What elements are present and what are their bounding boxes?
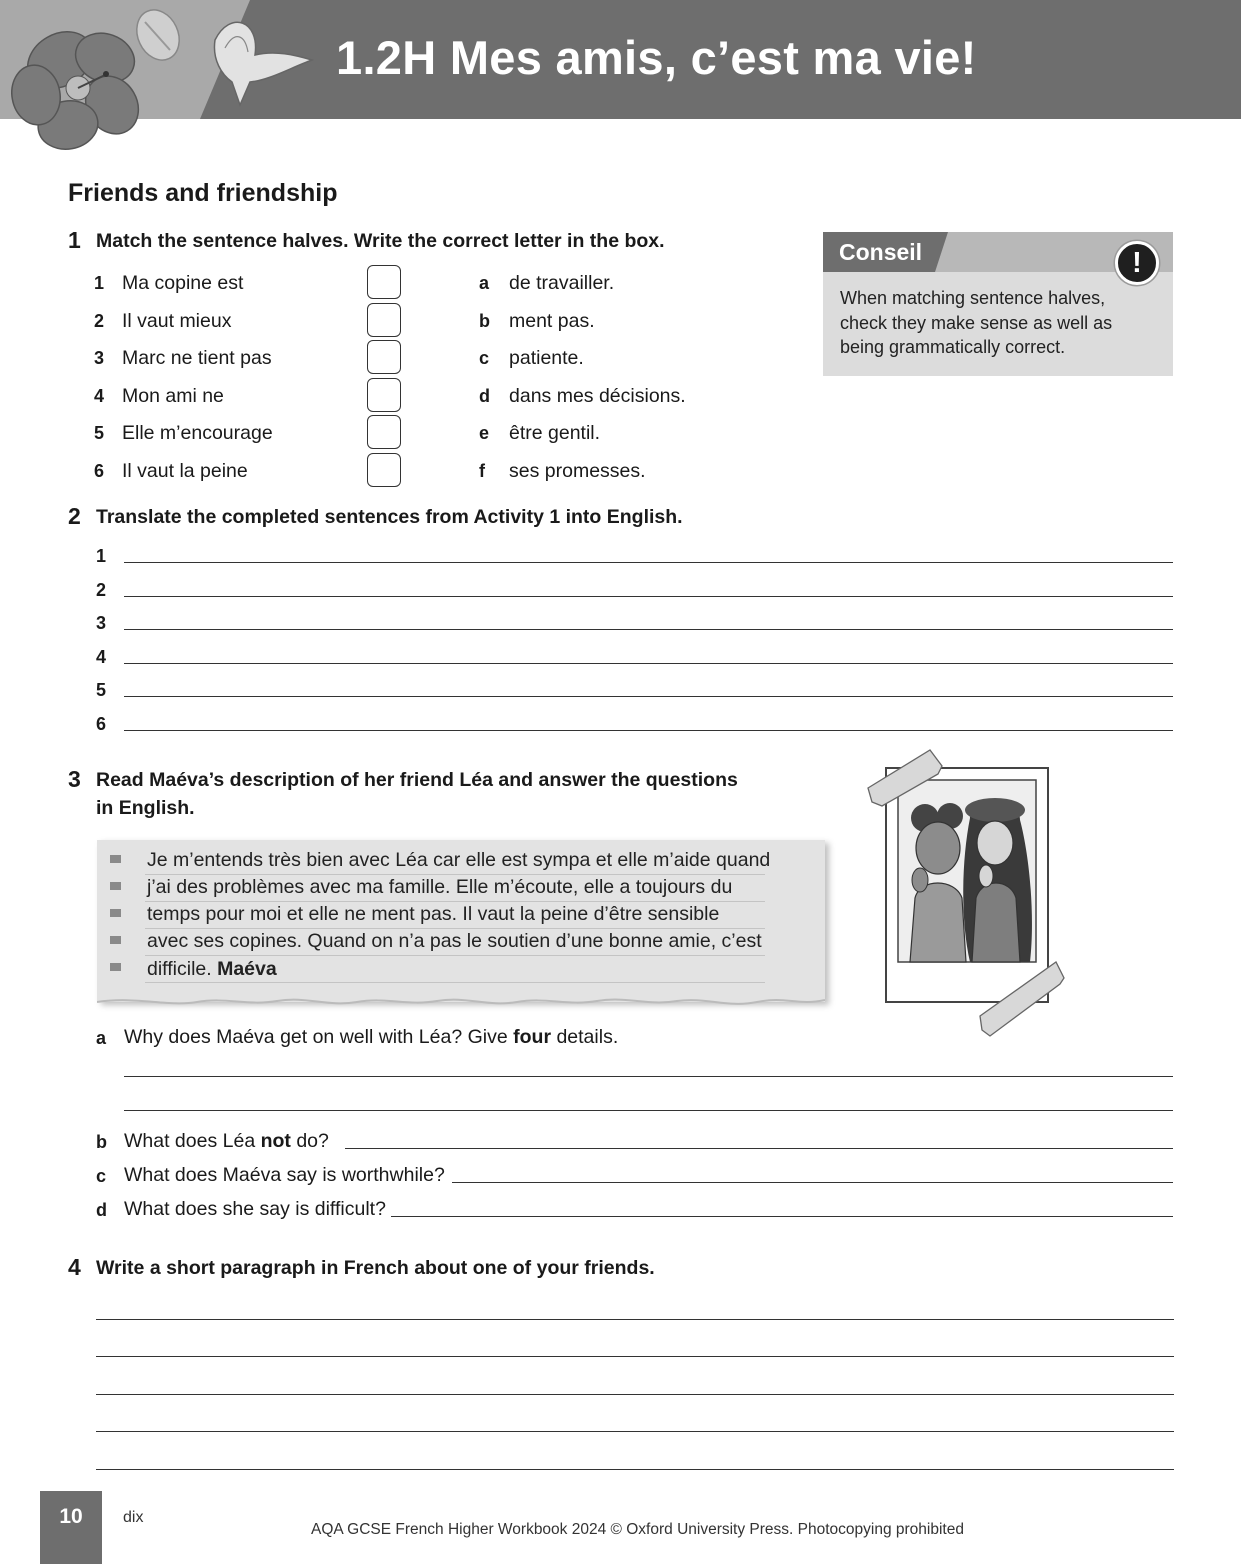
match-right-letter: a [479, 273, 490, 293]
match-left-number: 2 [94, 310, 105, 331]
answer-line-d[interactable] [391, 1216, 1173, 1217]
reading-last-line [147, 958, 277, 981]
translation-line-number: 4 [96, 646, 107, 667]
match-left-text: Mon ami ne [122, 384, 224, 407]
match-left-number: 5 [94, 423, 105, 444]
question-c-letter: c [96, 1166, 107, 1186]
answer-box[interactable] [367, 378, 401, 412]
answer-line-b[interactable] [345, 1148, 1173, 1149]
question-d-letter: d [96, 1200, 107, 1220]
match-right-text: patiente. [509, 347, 584, 370]
answer-box[interactable] [367, 415, 401, 449]
question-b-part: do? [290, 1130, 329, 1152]
translation-line[interactable] [124, 596, 1173, 597]
question-a-text [124, 1026, 618, 1049]
question-c-text: What does Maéva say is worthwhile? [124, 1164, 445, 1186]
answer-box[interactable] [367, 303, 401, 337]
question-a-part: details. [551, 1026, 619, 1048]
question-b-letter: b [96, 1132, 107, 1152]
tip-box [823, 232, 1173, 376]
match-right-text: ses promesses. [509, 460, 646, 482]
bullet-icon [110, 882, 121, 890]
question-b-bold: not [260, 1130, 291, 1152]
writing-line[interactable] [96, 1431, 1174, 1432]
question-b-text [124, 1130, 329, 1153]
reading-signature: Maéva [217, 958, 277, 980]
writing-line[interactable] [96, 1356, 1174, 1357]
question-a-letter: a [96, 1028, 107, 1048]
exclamation-icon: ! [1115, 241, 1159, 285]
reading-line: Je m’entends très bien avec Léa car elle est sympa et elle m’aide quand [147, 849, 771, 871]
reading-rule [145, 955, 765, 956]
match-left-number: 6 [94, 461, 105, 481]
reading-rule [145, 901, 765, 902]
match-right-letter: e [479, 423, 490, 444]
match-right-letter: c [479, 348, 490, 369]
reading-line-text: difficile. [147, 958, 212, 980]
answer-box[interactable] [367, 453, 401, 487]
reading-line: avec ses copines. Quand on n’a pas le soutien d’une bonne amie, c’est [147, 930, 762, 952]
activity-1-instruction: Match the sentence halves. Write the correct letter in the box. [96, 230, 665, 252]
writing-line[interactable] [96, 1394, 1174, 1395]
activity-2-number: 2 [68, 503, 81, 529]
translation-line-number: 2 [96, 579, 107, 600]
activity-4-instruction: Write a short paragraph in French about one of your friends. [96, 1257, 655, 1279]
match-right-text: de travailler. [509, 272, 615, 294]
tip-title: Conseil [839, 239, 923, 265]
question-d-text: What does she say is difficult? [124, 1198, 386, 1220]
answer-box[interactable] [367, 265, 401, 299]
reading-rule [145, 874, 765, 875]
translation-line-number: 1 [96, 546, 107, 566]
question-a-bold: four [513, 1026, 552, 1048]
bullet-icon [110, 963, 121, 971]
match-left-text: Il vaut la peine [122, 460, 248, 482]
section-title: Friends and friendship [68, 179, 338, 207]
tip-line: being grammatically correct. [840, 337, 1066, 357]
activity-3-instruction-line1: Read Maéva’s description of her friend Léa and answer the questions [96, 769, 738, 791]
translation-line[interactable] [124, 663, 1173, 664]
writing-line[interactable] [96, 1469, 1174, 1470]
match-left-number: 1 [94, 273, 105, 293]
answer-line-a2[interactable] [124, 1110, 1173, 1111]
activity-3-number: 3 [68, 766, 81, 792]
reading-rule [145, 982, 765, 983]
match-left-text: Elle m’encourage [122, 422, 273, 445]
match-left-number: 4 [94, 385, 105, 406]
match-right-letter: b [479, 310, 490, 331]
match-right-letter: f [479, 461, 485, 481]
match-left-text: Marc ne tient pas [122, 347, 272, 370]
translation-line[interactable] [124, 629, 1173, 630]
reading-rule [145, 928, 765, 929]
translation-line[interactable] [124, 730, 1173, 731]
activity-3-instruction-line2: in English. [96, 797, 195, 819]
reading-line: j’ai des problèmes avec ma famille. Elle m’écoute, elle a toujours du [147, 876, 733, 898]
reading-line: temps pour moi et elle ne ment pas. Il vaut la peine d’être sensible [147, 903, 720, 925]
match-right-letter: d [479, 385, 490, 406]
translation-line[interactable] [124, 696, 1173, 697]
activity-1-number: 1 [68, 227, 81, 253]
question-a-part: Why does Maéva get on well with Léa? Give [124, 1026, 514, 1048]
page-number: 10 [59, 1505, 83, 1528]
translation-line-number: 6 [96, 714, 107, 734]
decoration-flower-bird-icon [0, 0, 330, 160]
answer-box[interactable] [367, 340, 401, 374]
match-right-text: dans mes décisions. [509, 384, 686, 407]
torn-edge [97, 992, 825, 1012]
answer-line-a1[interactable] [124, 1076, 1173, 1077]
tip-text [840, 286, 1160, 360]
bullet-icon [110, 855, 121, 863]
activity-2-instruction: Translate the completed sentences from Activity 1 into English. [96, 506, 683, 528]
question-b-part: What does Léa [124, 1130, 261, 1152]
translation-line-number: 5 [96, 680, 107, 701]
writing-line[interactable] [96, 1319, 1174, 1320]
copyright-notice: AQA GCSE French Higher Workbook 2024 © Oxford University Press. Photocopying prohibited [311, 1521, 964, 1538]
page-number-word: dix [123, 1509, 144, 1526]
bullet-icon [110, 909, 121, 917]
translation-line-number: 3 [96, 613, 107, 634]
match-right-text: être gentil. [509, 422, 601, 445]
activity-4-number: 4 [68, 1254, 81, 1280]
match-right-text: ment pas. [509, 309, 595, 332]
match-left-text: Ma copine est [122, 272, 244, 294]
friends-photo-illustration [860, 748, 1075, 1044]
page-title: 1.2H Mes amis, c’est ma vie! [336, 31, 977, 84]
match-left-text: Il vaut mieux [122, 309, 232, 332]
answer-line-c[interactable] [452, 1182, 1173, 1183]
match-left-number: 3 [94, 348, 105, 369]
bullet-icon [110, 936, 121, 944]
translation-line[interactable] [124, 562, 1173, 563]
tip-line: check they make sense as well as [840, 312, 1113, 333]
tip-line: When matching sentence halves, [840, 288, 1106, 308]
